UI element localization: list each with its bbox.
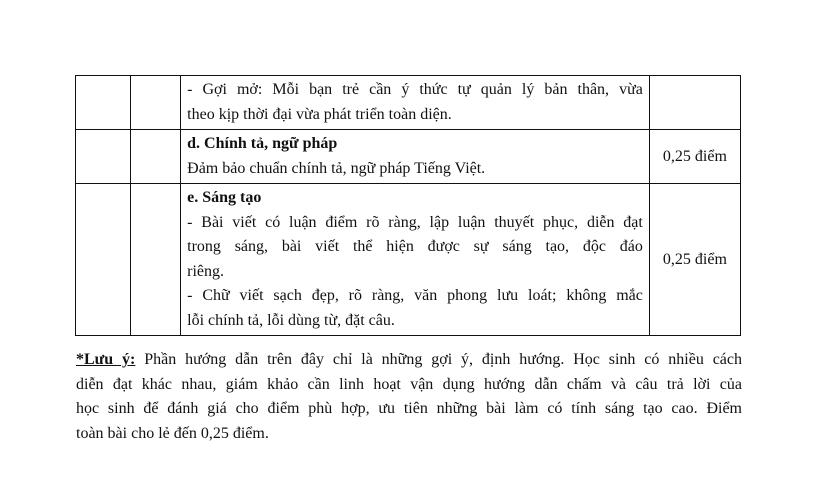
question-number-cell: [76, 184, 131, 336]
criteria-cell: [181, 76, 650, 130]
criteria-cell: [181, 130, 650, 184]
criteria-line: - Gợi mở: Mỗi bạn trẻ cần ý thức tự quản lý bản thân, vừa: [187, 81, 643, 98]
note-label: *Lưu ý:: [76, 351, 136, 368]
question-number-cell: [76, 76, 131, 130]
note-line: diễn đạt khác nhau, giám khảo cần linh hoạt vận dụng hướng dẫn chấm và câu trả lời của: [76, 375, 742, 393]
part-cell: [131, 130, 181, 184]
criteria-line: - Bài viết có luận điểm rõ ràng, lập luận thuyết phục, diễn đạt: [187, 213, 643, 231]
criteria-heading: e. Sáng tạo: [187, 189, 262, 206]
criteria-line: Đảm bảo chuẩn chính tả, ngữ pháp Tiếng Việt.: [187, 159, 486, 177]
table-row: [76, 130, 741, 184]
part-cell: [131, 184, 181, 336]
criteria-line: - Chữ viết sạch đẹp, rõ ràng, văn phong lưu loát; không mắc: [187, 287, 643, 304]
note-line: học sinh để đánh giá cho điểm phù hợp, ưu tiên những bài làm có tính sáng tạo cao. Điểm: [76, 400, 742, 417]
table-row: [76, 76, 741, 130]
criteria-line: lỗi chính tả, lỗi dùng từ, đặt câu.: [187, 311, 395, 329]
part-cell: [131, 76, 181, 130]
criteria-heading: d. Chính tả, ngữ pháp: [187, 135, 338, 152]
criteria-cell: [181, 184, 650, 336]
question-number-cell: [76, 130, 131, 184]
criteria-line: theo kịp thời đại vừa phát triển toàn diện.: [187, 105, 452, 123]
score-cell: 0,25 điểm: [649, 184, 740, 336]
grading-rubric-table: [75, 75, 741, 336]
criteria-line: riêng.: [187, 262, 225, 280]
criteria-line: trong sáng, bài viết thể hiện được sự sáng tạo, độc đáo: [187, 238, 643, 255]
note-line: toàn bài cho lẻ đến 0,25 điểm.: [76, 424, 269, 442]
note-text: Phần hướng dẫn trên đây chỉ là những gợi ý, định hướng. Học sinh có nhiều cách: [135, 351, 742, 368]
note-line: [76, 348, 742, 373]
score-cell: 0,25 điểm: [649, 130, 740, 184]
score-cell: [649, 76, 740, 130]
table-row: [76, 184, 741, 336]
grading-note: [76, 348, 742, 446]
